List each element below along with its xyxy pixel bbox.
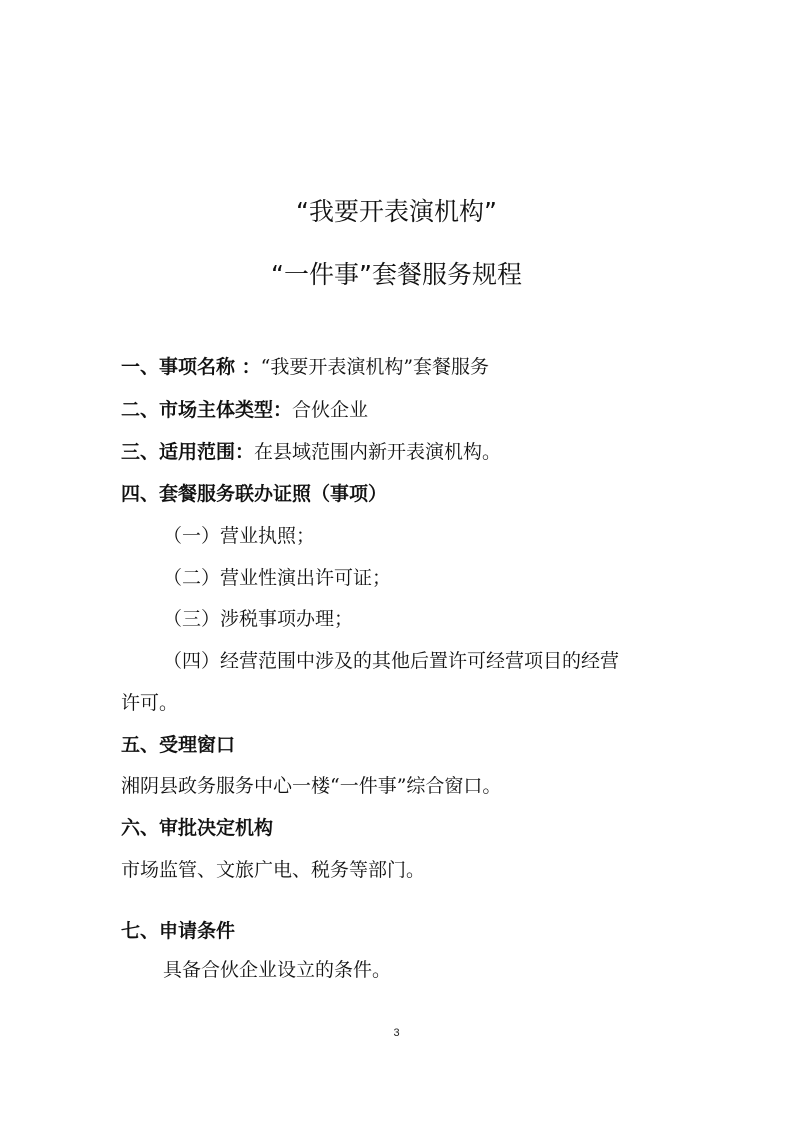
item-4-sub-4-line-2: 许可。 (121, 692, 179, 714)
item-1-text: “我要开表演机构”套餐服务 (260, 356, 490, 378)
item-2-row (121, 396, 368, 424)
title-line-1: “我要开表演机构” (296, 197, 497, 226)
item-6-text: 市场监管、文旅广电、税务等部门。 (121, 859, 426, 881)
page-number: 3 (393, 1027, 400, 1039)
item-5-text: 湘阴县政务服务中心一楼“一件事”综合窗口。 (121, 775, 502, 797)
item-7-heading: 七、申请条件 (121, 920, 236, 942)
item-1-heading: 一、事项名称 ： (121, 356, 261, 378)
item-4-sub-4-line-1: （四）经营范围中涉及的其他后置许可经营项目的经营 (163, 650, 620, 672)
item-3-text: 在县域范围内新开表演机构。 (254, 441, 502, 463)
item-2-text: 合伙企业 (292, 399, 369, 421)
item-2-heading: 二、市场主体类型： (121, 399, 293, 421)
title-line-2: “一件事”套餐服务规程 (271, 260, 522, 289)
item-4-heading: 四、套餐服务联办证照（事项） (121, 483, 388, 505)
item-4-sub-1: （一）营业执照； (163, 525, 316, 547)
item-6-heading: 六、审批决定机构 (121, 817, 274, 839)
item-1-row (121, 353, 489, 381)
item-3-heading: 三、适用范围： (121, 441, 255, 463)
item-4-sub-3: （三）涉税事项办理； (163, 608, 354, 630)
item-3-row (121, 438, 501, 466)
item-5-heading: 五、受理窗口 (121, 734, 236, 756)
item-7-text: 具备合伙企业设立的条件。 (163, 959, 392, 981)
item-4-sub-2: （二）营业性演出许可证； (163, 567, 392, 589)
